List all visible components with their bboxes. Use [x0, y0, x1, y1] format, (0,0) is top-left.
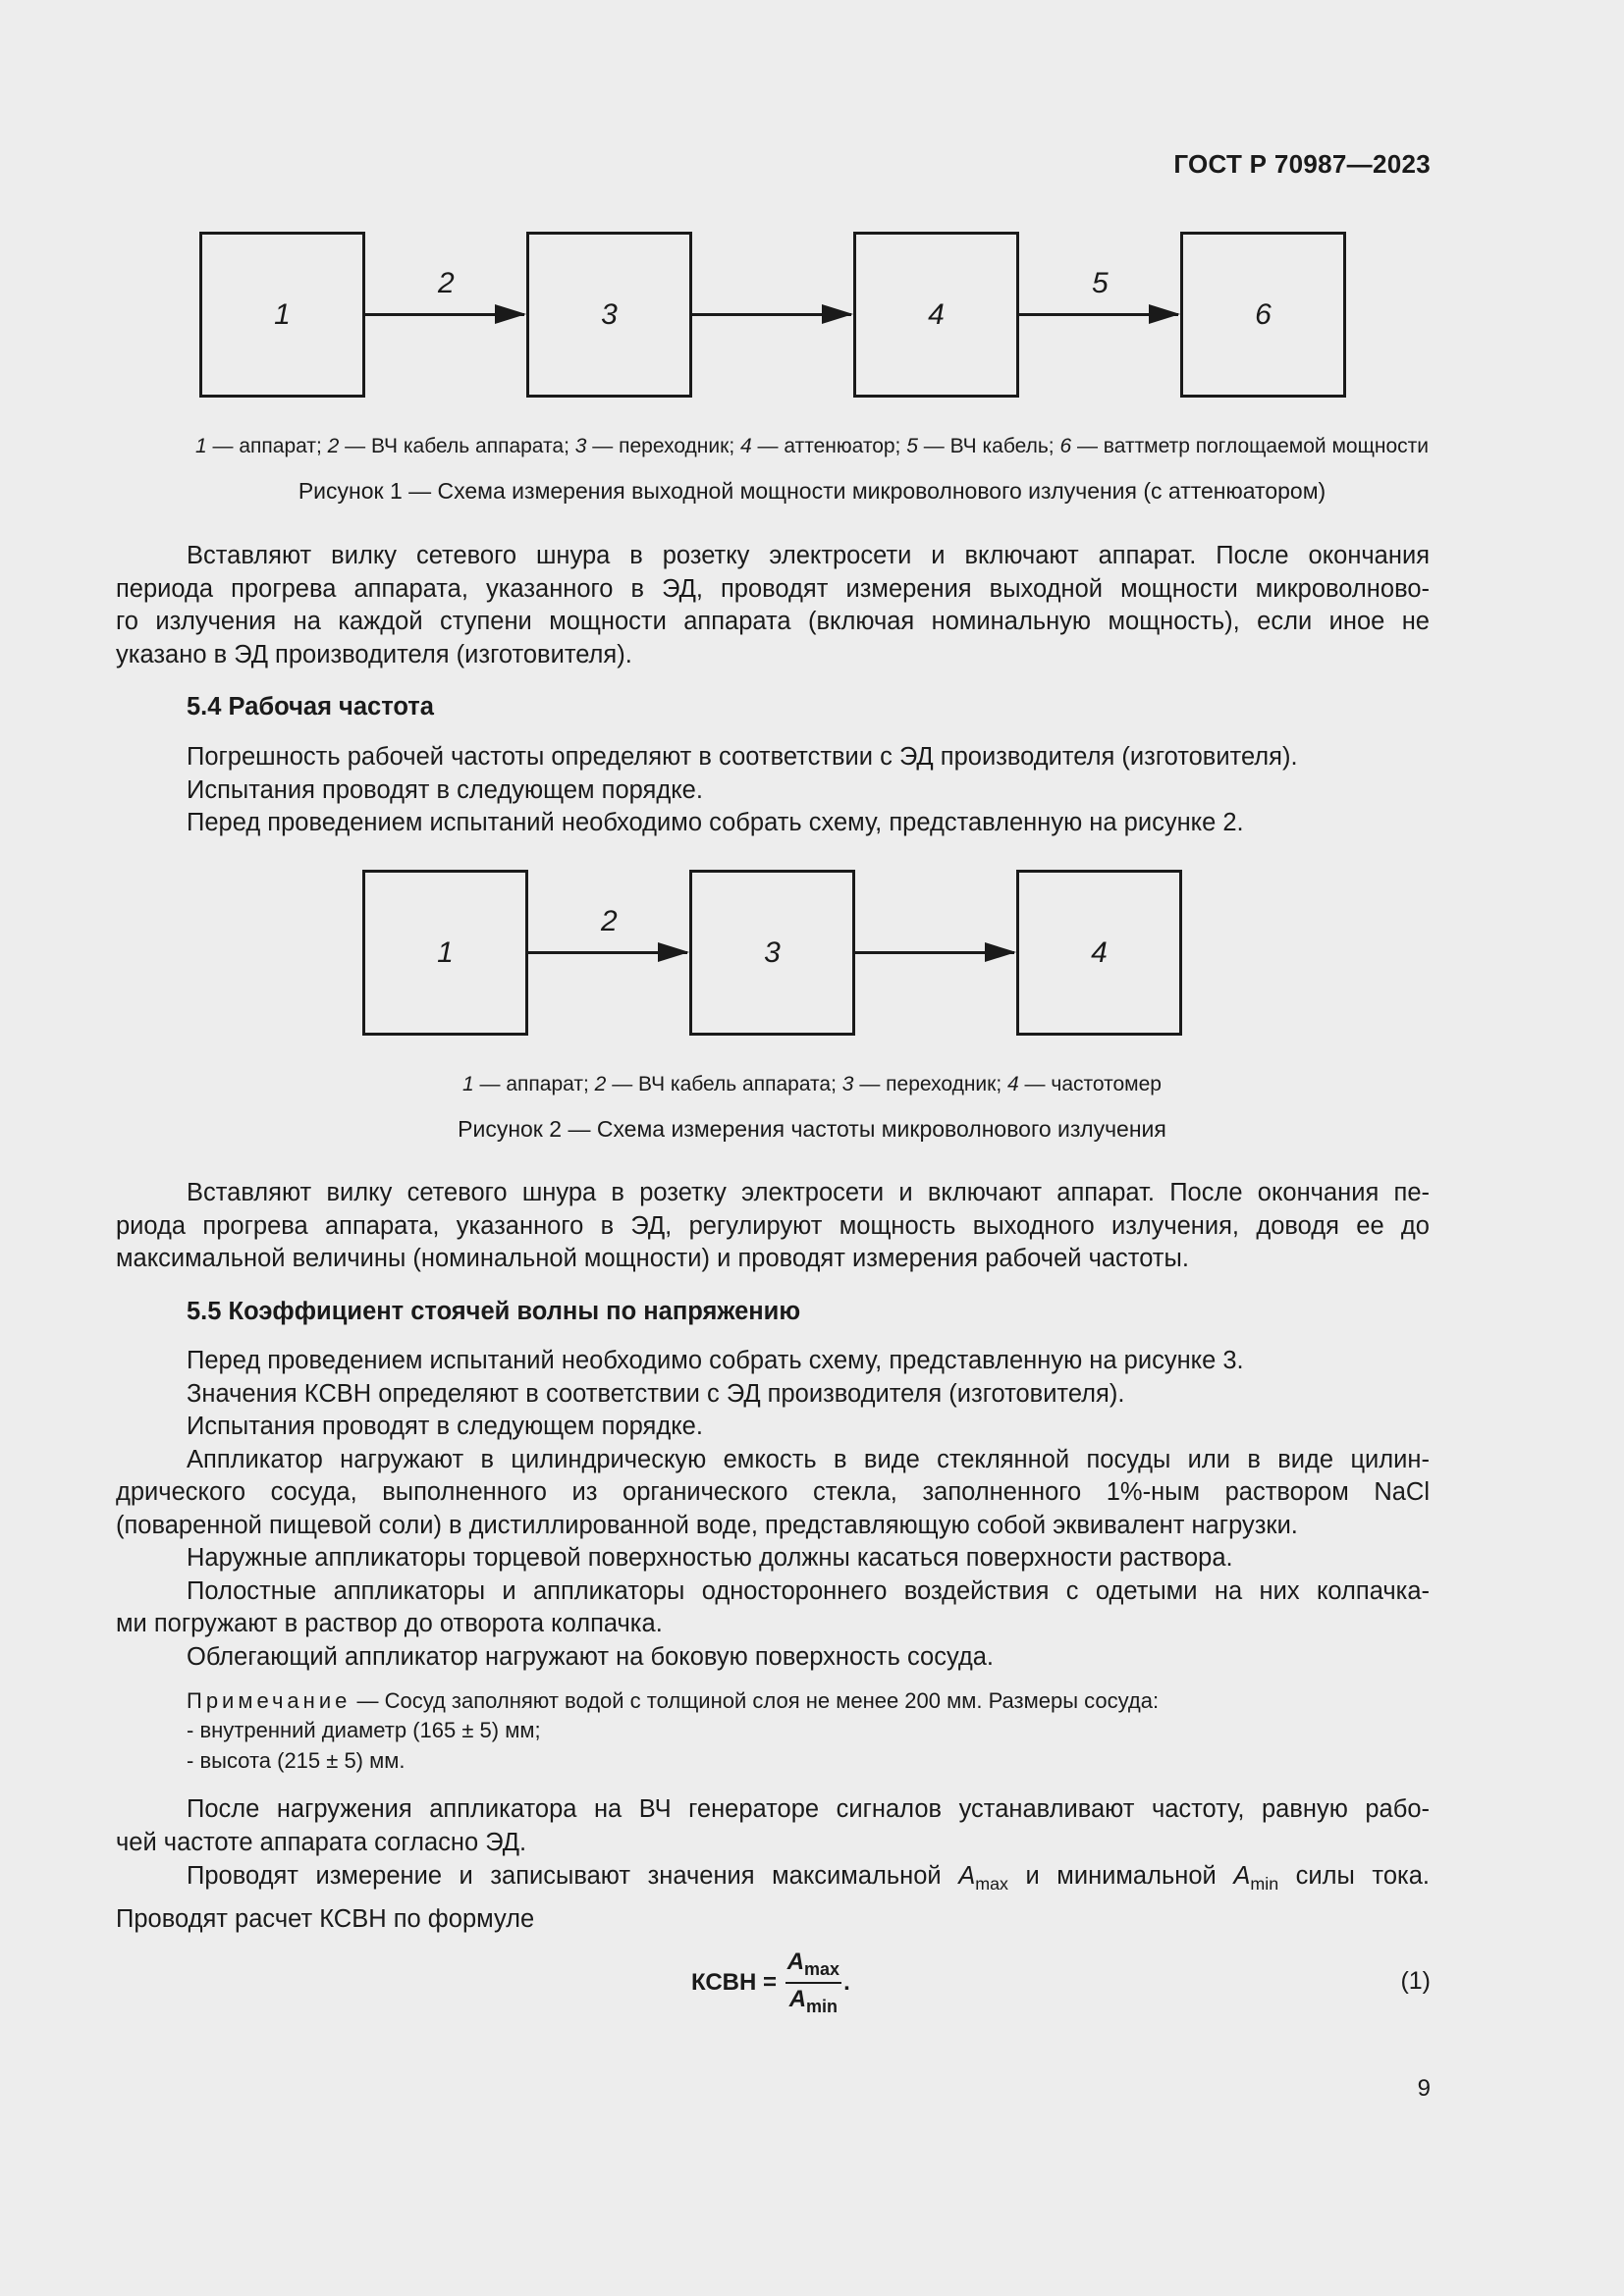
text-line: Аппликатор нагружают в цилиндрическую емкость в виде стеклянной посуды или в виде цилин-	[187, 1445, 1430, 1473]
fig1-box-6: 6	[1180, 232, 1346, 398]
figure-1-caption: Рисунок 1 — Схема измерения выходной мощности микроволнового излучения (с аттенюатором)	[298, 478, 1326, 504]
paragraph-2	[116, 1177, 1430, 1276]
text-line: максимальной величины (номинальной мощности) и проводят измерения рабочей частоты.	[116, 1245, 1189, 1272]
fig2-arrow-label-2: 2	[601, 905, 618, 937]
fig1-box-3: 3	[526, 232, 692, 398]
text-line: указано в ЭД производителя (изготовителя).	[116, 640, 632, 668]
fig1-box-4: 4	[853, 232, 1019, 398]
fig2-arrow-2	[855, 951, 1014, 954]
fig1-arrow-3	[1019, 313, 1178, 316]
section-5-4-text	[116, 741, 1430, 840]
text-line: ми погружают в раствор до отворота колпачка.	[116, 1610, 663, 1637]
text-line: После нагружения аппликатора на ВЧ генераторе сигналов устанавливают частоту, равную рабо-	[187, 1795, 1430, 1823]
formula-period: .	[843, 1968, 850, 1996]
section-5-4-heading: 5.4 Рабочая частота	[187, 693, 434, 721]
fig2-box-4: 4	[1016, 870, 1182, 1036]
text-line: Полостные аппликаторы и аппликаторы одностороннего воздействия с одетыми на них колпачка-	[187, 1576, 1430, 1605]
text-line: риода прогрева аппарата, указанного в ЭД, регулируют мощность выходного излучения, доводя ее до	[116, 1211, 1430, 1240]
text-line: дрического сосуда, выполненного из органического стекла, заполненного 1%-ным раствором NaCl	[116, 1478, 1430, 1506]
text-line: Вставляют вилку сетевого шнура в розетку электросети и включают аппарат. После окончания	[187, 542, 1430, 569]
document-code: ГОСТ Р 70987—2023	[1173, 149, 1431, 179]
text-line: Наружные аппликаторы торцевой поверхностью должны касаться поверхности раствора.	[187, 1544, 1233, 1572]
text-line: Испытания проводят в следующем порядке.	[187, 775, 703, 804]
fig2-box-1: 1	[362, 870, 528, 1036]
formula-fraction: $\frac{A_{max}}{A_{min}}$	[786, 1949, 840, 2016]
text-line: го излучения на каждой ступени мощности аппарата (включая номинальную мощность), если иное не	[116, 608, 1430, 635]
fig1-arrow-1	[365, 313, 524, 316]
formula-equals: =	[756, 1968, 784, 1996]
text-line: Перед проведением испытаний необходимо собрать схему, представленную на рисунке 2.	[187, 809, 1244, 836]
paragraph-4	[116, 1860, 1430, 1936]
paragraph-1	[116, 540, 1430, 671]
fig1-arrow-label-2: 2	[438, 267, 455, 299]
fig2-arrow-1	[528, 951, 687, 954]
fig2-box-3: 3	[689, 870, 855, 1036]
text-line: Проводят расчет КСВН по формуле	[116, 1904, 535, 1933]
section-5-5-text	[116, 1345, 1430, 1674]
note-item: - высота (215 ± 5) мм.	[187, 1748, 406, 1773]
paragraph-3	[116, 1793, 1430, 1859]
text-line: Испытания проводят в следующем порядке.	[187, 1413, 703, 1440]
text-line: чей частоте аппарата согласно ЭД.	[116, 1828, 527, 1856]
figure-2-caption: Рисунок 2 — Схема измерения частоты микроволнового излучения	[458, 1116, 1166, 1142]
equation-number: (1)	[1400, 1967, 1431, 1995]
formula-1	[691, 1949, 850, 2017]
figure-2-legend: 1 — аппарат; 2 — ВЧ кабель аппарата; 3 — переходник; 4 — частотомер	[462, 1073, 1162, 1095]
note-item: - внутренний диаметр (165 ± 5) мм;	[187, 1718, 541, 1742]
text-line: (поваренной пищевой соли) в дистиллированной воде, представляющую собой эквивалент нагрузки.	[116, 1511, 1298, 1539]
note	[187, 1686, 1159, 1716]
note-label: Примечание	[187, 1688, 352, 1713]
text-line: Погрешность рабочей частоты определяют в соответствии с ЭД производителя (изготовителя).	[187, 743, 1298, 771]
fig1-box-1: 1	[199, 232, 365, 398]
page-number: 9	[1417, 2075, 1431, 2102]
figure-1-legend: 1 — аппарат; 2 — ВЧ кабель аппарата; 3 — переходник; 4 — аттенюатор; 5 — ВЧ кабель; 6 — ваттметр поглощаемой мощности	[194, 435, 1429, 457]
text-line: Облегающий аппликатор нагружают на боковую поверхность сосуда.	[187, 1642, 994, 1671]
section-5-5-heading: 5.5 Коэффициент стоячей волны по напряжению	[187, 1298, 801, 1325]
text-line: Вставляют вилку сетевого шнура в розетку электросети и включают аппарат. После окончания пе-	[187, 1179, 1430, 1206]
formula-lhs: КСВН	[691, 1968, 757, 1996]
text-line: Проводят измерение и записывают значения максимальной $A_{max}$ и минимальной $A_{min}$ силы тока.	[187, 1862, 1430, 1895]
text-line: Перед проведением испытаний необходимо собрать схему, представленную на рисунке 3.	[187, 1347, 1244, 1374]
text-line: периода прогрева аппарата, указанного в ЭД, проводят измерения выходной мощности микроволново-	[116, 574, 1430, 603]
note-text: — Сосуд заполняют водой с толщиной слоя не менее 200 мм. Размеры сосуда:	[351, 1688, 1160, 1713]
text-line: Значения КСВН определяют в соответствии с ЭД производителя (изготовителя).	[187, 1379, 1125, 1408]
fig1-arrow-2	[692, 313, 851, 316]
fig1-arrow-label-5: 5	[1092, 267, 1109, 299]
